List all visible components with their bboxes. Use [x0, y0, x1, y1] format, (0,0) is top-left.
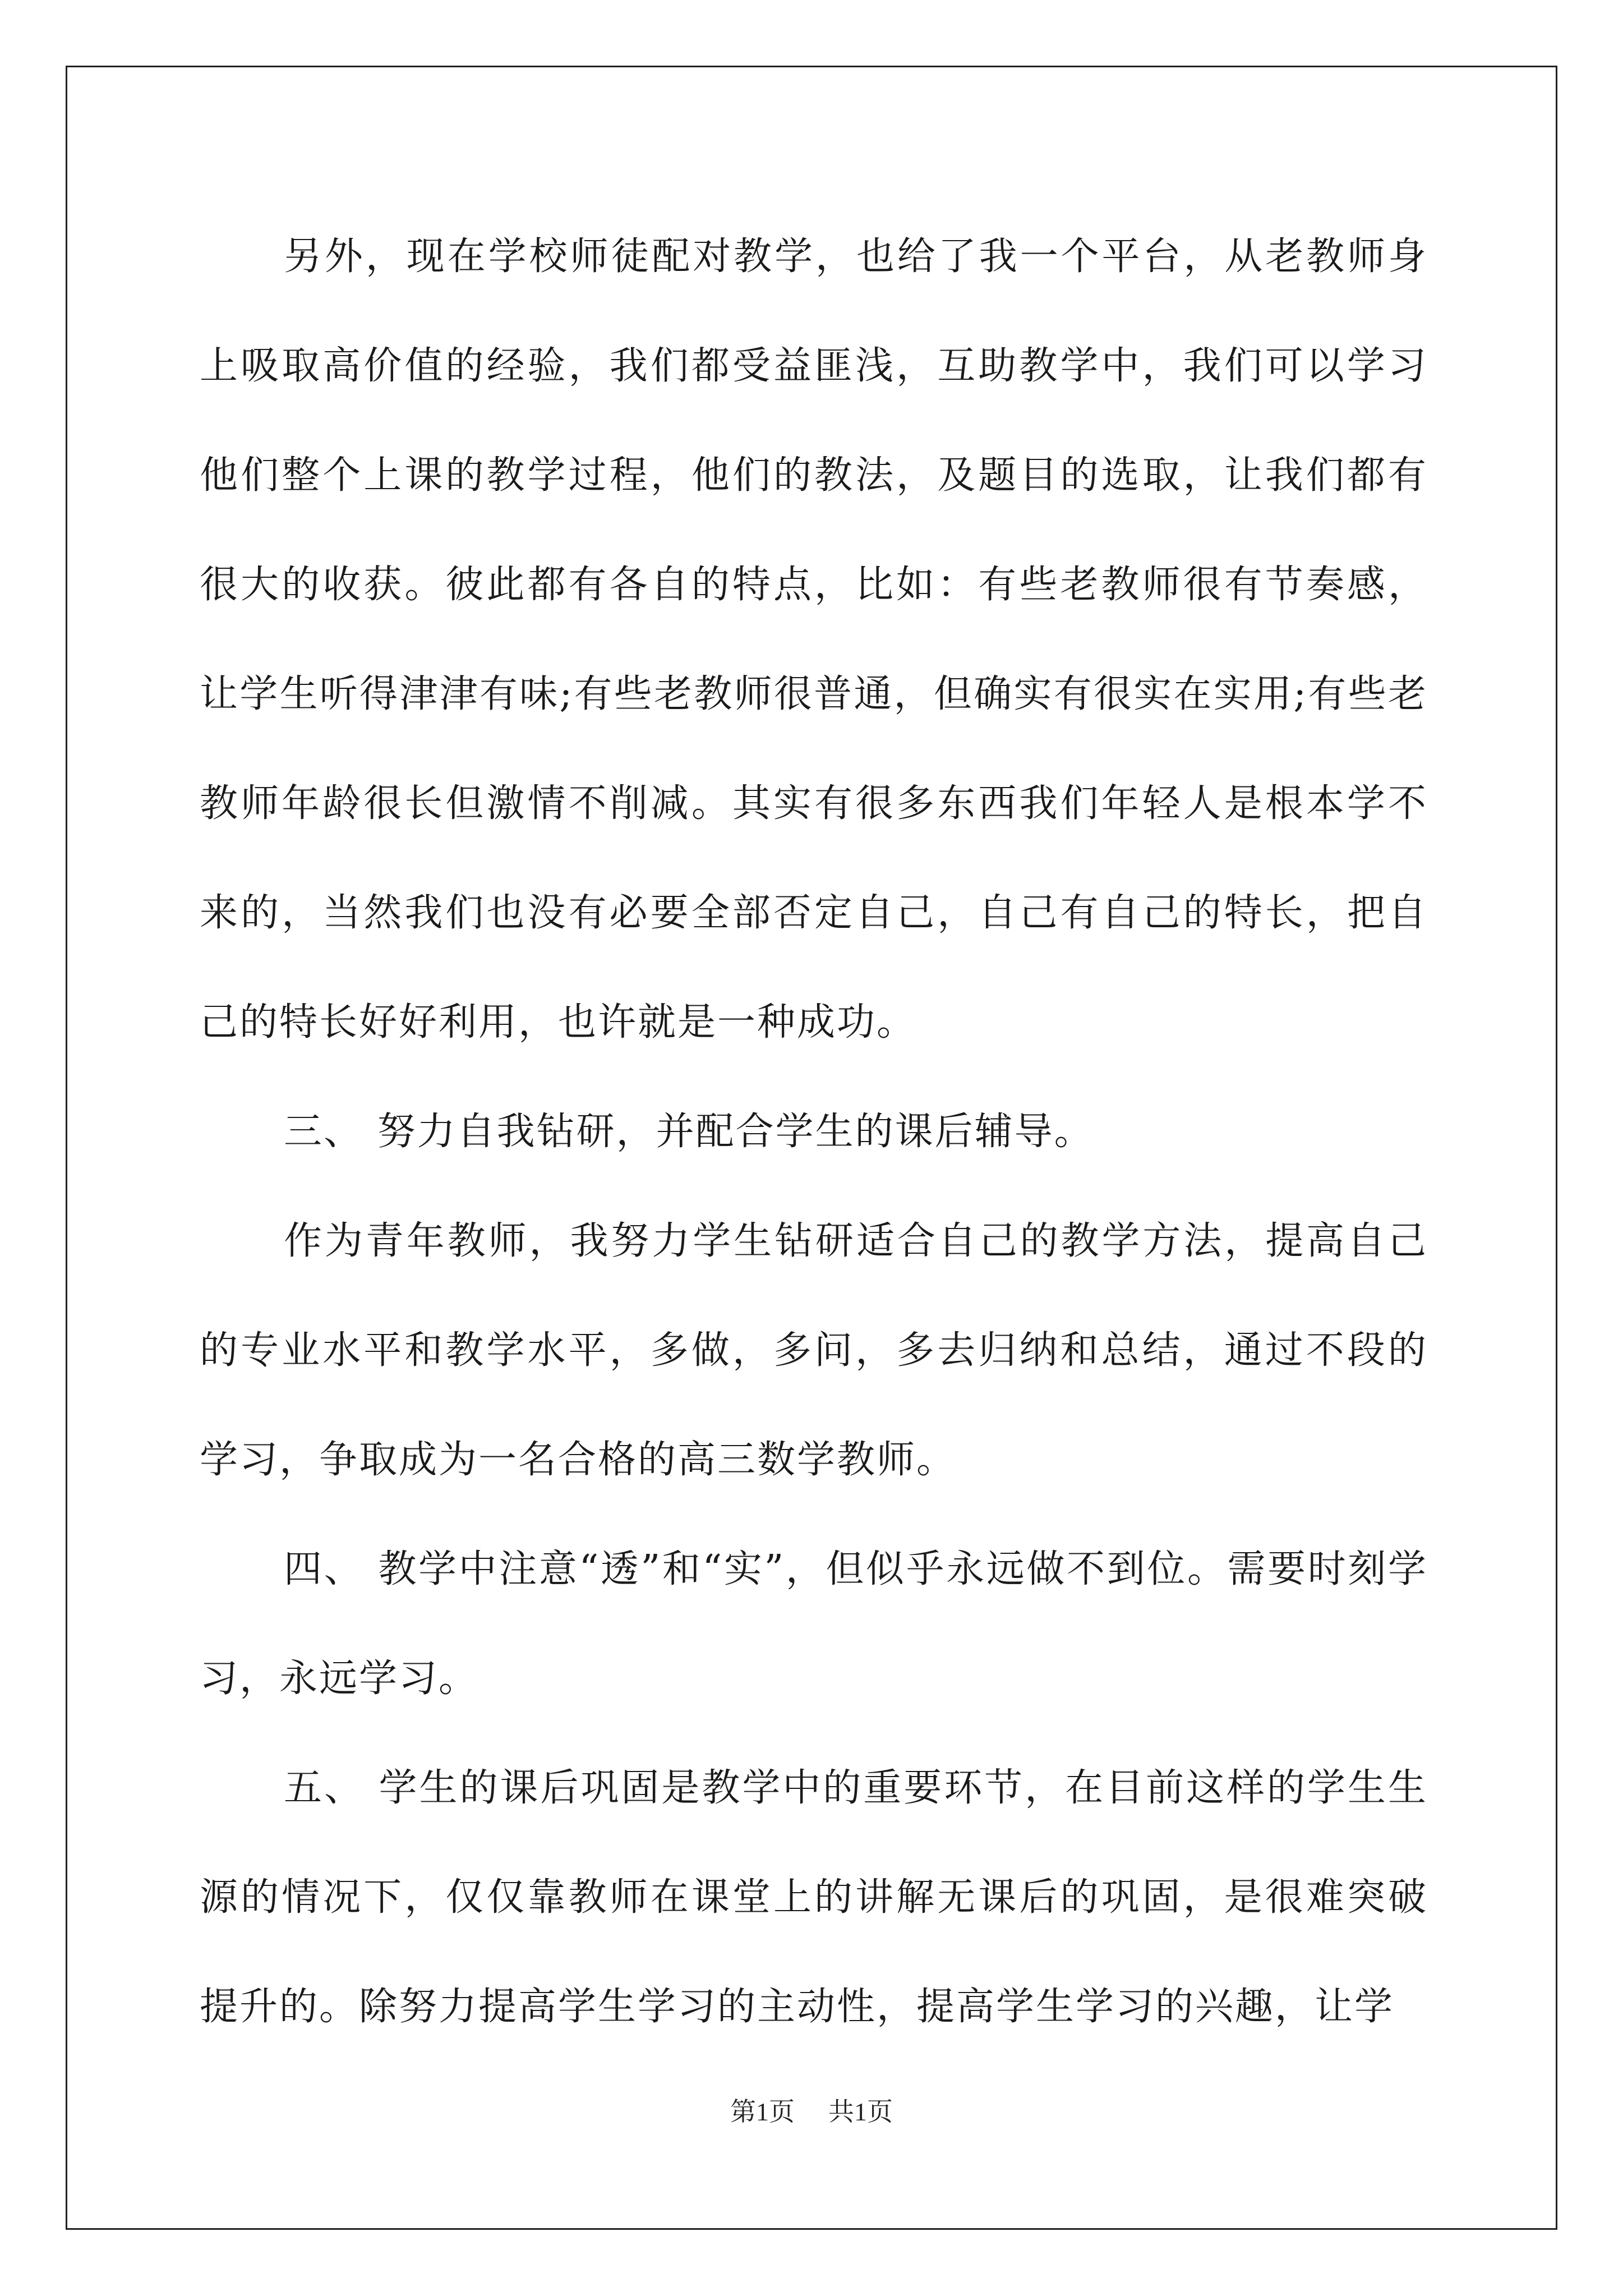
paragraph-1: 另外，现在学校师徒配对教学，也给了我一个平台，从老教师身上吸取高价值的经验，我们都受益匪浅，互助教学中，我们可以学习他们整个上课的教学过程，他们的教法，及题目的选取，让我们都有很大的收获。彼此都有各自的特点，比如：有些老教师很有节奏感，让学生听得津津有味;有些老教师很普通，但确实有很实在实用;有些老教师年龄很长但激情不削减。其实有很多东西我们年轻人是根本学不来的，当然我们也没有必要全部否定自己，自己有自己的特长，把自己的特长好好利用，也许就是一种成功。: [200, 234, 1428, 1045]
document-body: [200, 202, 1428, 2062]
page-total: 共1页: [828, 2097, 893, 2126]
paragraph-3: 作为青年教师，我努力学生钻研适合自己的教学方法，提高自己的专业水平和教学水平，多做，多问，多去归纳和总结，通过不段的学习，争取成为一名合格的高三数学教师。: [200, 1219, 1428, 1482]
page-footer: [0, 2091, 1623, 2128]
paragraph-4: 四、 教学中注意“透”和“实”，但似乎永远做不到位。需要时刻学习，永远学习。: [200, 1547, 1428, 1701]
page-number: 第1页: [730, 2097, 795, 2126]
paragraph-5: 五、 学生的课后巩固是教学中的重要环节，在目前这样的学生生源的情况下，仅仅靠教师在课堂上的讲解无课后的巩固，是很难突破提升的。除努力提高学生学习的主动性，提高学生学习的兴趣，让学: [200, 1766, 1428, 2029]
paragraph-2: 三、 努力自我钻研，并配合学生的课后辅导。: [284, 1110, 1094, 1154]
